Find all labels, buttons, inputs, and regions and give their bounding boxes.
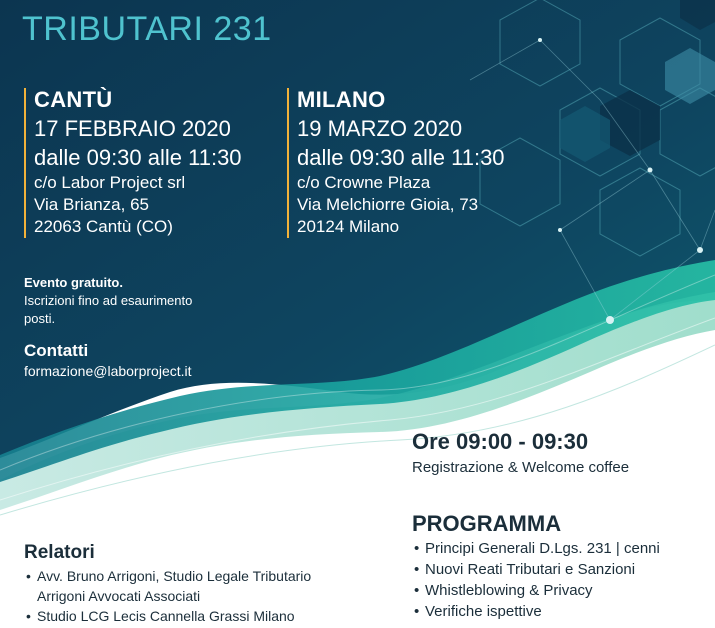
- venue-zip-city: 20124 Milano: [297, 217, 400, 236]
- speakers-list: [24, 566, 311, 626]
- event-info: [24, 274, 192, 328]
- accent-bar: [287, 88, 289, 238]
- venue-zip-city: 22063 Cantù (CO): [34, 217, 173, 236]
- venue-street: Via Brianza, 65: [34, 195, 149, 214]
- speaker-item: [24, 566, 311, 606]
- venue-milano: [287, 86, 505, 238]
- venue-time: dalle 09:30 alle 11:30: [297, 145, 505, 170]
- venue-time: dalle 09:30 alle 11:30: [34, 145, 242, 170]
- speaker-line-cont: Arrigoni Avvocati Associati: [37, 588, 201, 604]
- program-item: • Verifiche ispettive: [412, 601, 660, 622]
- contact-email[interactable]: formazione@laborproject.it: [24, 363, 192, 379]
- venue-street: Via Melchiorre Gioia, 73: [297, 195, 479, 214]
- speaker-item: [24, 606, 311, 626]
- free-event-label: Evento gratuito.: [24, 275, 123, 290]
- venue-place: c/o Labor Project srl: [34, 173, 186, 192]
- contacts-block: [24, 341, 192, 381]
- program-item: • Whistleblowing & Privacy: [412, 580, 660, 601]
- program-heading: PROGRAMMA: [412, 511, 562, 536]
- venue-place: c/o Crowne Plaza: [297, 173, 431, 192]
- speaker-line: Studio LCG Lecis Cannella Grassi Milano: [37, 608, 295, 624]
- speakers-block: [24, 540, 311, 626]
- registration-note: Iscrizioni fino ad esaurimento: [24, 293, 193, 308]
- contacts-heading: Contatti: [24, 341, 89, 360]
- venue-date: 17 FEBBRAIO 2020: [34, 116, 231, 141]
- program-list: [412, 538, 660, 622]
- accent-bar: [24, 88, 26, 238]
- program-item: • Nuovi Reati Tributari e Sanzioni: [412, 559, 660, 580]
- schedule-time: Ore 09:00 - 09:30: [412, 429, 589, 454]
- venue-date: 19 MARZO 2020: [297, 116, 463, 141]
- venue-city: CANTÙ: [34, 87, 113, 112]
- speakers-heading: Relatori: [24, 542, 95, 563]
- schedule-description: Registrazione & Welcome coffee: [412, 459, 630, 476]
- program-item: • Principi Generali D.Lgs. 231 | cenni: [412, 538, 660, 559]
- speaker-line: Avv. Bruno Arrigoni, Studio Legale Tributario: [37, 568, 312, 584]
- venue-city: MILANO: [297, 87, 386, 112]
- program-block: [412, 510, 660, 622]
- registration-note-cont: posti.: [24, 311, 56, 326]
- event-title: TRIBUTARI 231: [22, 10, 272, 48]
- schedule-block: [412, 428, 629, 480]
- venue-cantu: [24, 86, 242, 238]
